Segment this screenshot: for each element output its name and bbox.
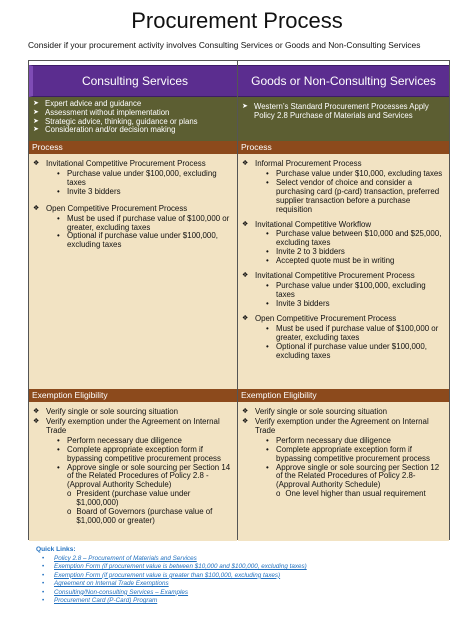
list-item xyxy=(42,555,456,562)
list-item: ➤ Strategic advice, thinking, guidance or plans xyxy=(33,116,198,126)
bullet-icon: • xyxy=(42,580,45,588)
list-item: ❖ Open Competitive Procurement Process xyxy=(33,203,188,213)
diamond-bullet-icon: ❖ xyxy=(242,314,249,322)
diamond-bullet-icon: ❖ xyxy=(242,272,249,280)
goods-services-header: Goods or Non-Consulting Services xyxy=(238,65,449,97)
quick-links-heading: Quick Links: xyxy=(36,546,76,553)
bullet-icon: • xyxy=(266,298,269,308)
bullet-icon: • xyxy=(266,281,269,291)
quick-links xyxy=(36,546,456,605)
consulting-process-pane: ❖ Invitational Competitive Procurement Process • Purchase value under $100,000, excluding taxes • Invite 3 bidders ❖ Open Competitive Procurement Process • Must be used if purchase value of $100,000 or greater, excluding taxes • Optional if purchase value under $100,000, excluding taxes xyxy=(29,154,237,389)
internal-trade-exemptions-link[interactable]: Agreement on Internal Trade Exemptions xyxy=(54,580,169,588)
arrow-bullet-icon: ➤ xyxy=(33,108,39,116)
diamond-bullet-icon: ❖ xyxy=(33,408,40,415)
exemption-header: Exemption Eligibility xyxy=(238,389,449,402)
bullet-icon: • xyxy=(266,462,269,472)
process-header: Process xyxy=(238,141,449,154)
bullet-icon: • xyxy=(42,571,45,579)
page-subtitle: Consider if your procurement activity involves Consulting Services or Goods and Non-Consulting Services xyxy=(28,40,421,50)
list-item: ➤ Western’s Standard Procurement Processes Apply Policy 2.8 Purchase of Materials and Services xyxy=(242,102,429,120)
page-title: Procurement Process xyxy=(131,8,343,33)
list-item: ❖ Invitational Competitive Procurement Process xyxy=(242,271,415,281)
bullet-icon: • xyxy=(266,323,269,333)
list-item: ❖ Invitational Competitive Workflow xyxy=(242,219,372,229)
exemption-form-over-100k-link[interactable]: Exemption Form (if procurement value is greater than $100,000, excluding taxes) xyxy=(54,571,281,579)
list-item xyxy=(42,580,456,587)
list-item xyxy=(42,597,456,604)
consulting-description-band xyxy=(29,97,237,141)
goods-process-pane: ❖ Informal Procurement Process • Purchase value under $10,000, excluding taxes • Select vendor of choice and consider a purchasing card (p-card) transaction, preferred supplier transaction before a purchase requisition ❖ Invitational Competitive Workflow • Purchase value between $10,000 and $25,000, excluding taxes • Invite 2 to 3 bidders • Accepted quote must be in writing ❖ Invitational Competitive Procurement Process • Purchase value under $100,000, excluding taxes • Invite 3 bidders ❖ Open Competitive Procurement Process • Must be used if purchase value of $100,000 or greater, excluding taxes • Optional if purchase value under $100,000, excluding taxes xyxy=(238,154,449,389)
diamond-bullet-icon: ❖ xyxy=(33,417,40,425)
bullet-icon: • xyxy=(57,231,60,241)
bullet-icon: • xyxy=(266,444,269,454)
consulting-exemption-pane: ❖ Verify single or sole sourcing situation ❖ Verify exemption under the Agreement on Internal Trade • Perform necessary due diligence • Complete appropriate exception form if bypassing competitive procurement process • Approve single or sole sourcing per Section 14 of the Related Procedures of Policy 2.8 - (Approval Authority Schedule) o President (purchase value under $1,000,000) o Board of Governors (purchase value of $1,000,000 or greater) xyxy=(29,402,237,541)
bullet-icon: • xyxy=(266,168,269,178)
list-item: ❖ Informal Procurement Process xyxy=(242,159,362,168)
circle-bullet-icon: o xyxy=(67,507,72,517)
arrow-bullet-icon: ➤ xyxy=(33,100,39,107)
arrow-bullet-icon: ➤ xyxy=(242,103,248,110)
bullet-icon: • xyxy=(266,256,269,266)
diamond-bullet-icon: ❖ xyxy=(33,160,40,167)
bullet-icon: • xyxy=(266,341,269,351)
policy-2-8-link[interactable]: Policy 2.8 – Procurement of Materials and Services xyxy=(54,555,197,562)
p-card-program-link[interactable]: Procurement Card (P-Card) Program xyxy=(54,596,158,604)
bullet-icon: • xyxy=(57,444,60,454)
consulting-column xyxy=(29,61,238,539)
bullet-icon: • xyxy=(266,247,269,257)
bullet-icon: • xyxy=(42,563,45,571)
list-item: ➤ Assessment without implementation xyxy=(33,107,170,117)
list-item: ➤ Consideration and/or decision making xyxy=(33,125,176,135)
circle-bullet-icon: o xyxy=(276,489,281,499)
procurement-table xyxy=(28,60,450,540)
diamond-bullet-icon: ❖ xyxy=(242,408,249,415)
list-item: ❖ Invitational Competitive Procurement Process xyxy=(33,159,206,168)
diamond-bullet-icon: ❖ xyxy=(242,417,249,425)
exemption-form-10k-100k-link[interactable]: Exemption Form (if procurement value is between $10,000 and $100,000, excluding taxes) xyxy=(54,563,307,571)
bullet-icon: • xyxy=(57,435,60,445)
list-item: ❖ Verify exemption under the Agreement on Internal Trade xyxy=(242,416,429,435)
process-header: Process xyxy=(29,141,237,154)
list-item: ❖ Open Competitive Procurement Process xyxy=(242,313,397,323)
circle-bullet-icon: o xyxy=(67,489,72,499)
bullet-icon: • xyxy=(57,168,60,178)
list-item xyxy=(42,572,456,579)
bullet-icon: • xyxy=(57,213,60,223)
goods-column xyxy=(238,61,449,539)
bullet-icon: • xyxy=(266,229,269,239)
arrow-bullet-icon: ➤ xyxy=(33,126,39,134)
list-item: ❖ Verify single or sole sourcing situation xyxy=(33,407,179,416)
diamond-bullet-icon: ❖ xyxy=(242,160,249,167)
exemption-header: Exemption Eligibility xyxy=(29,389,237,402)
bullet-icon: • xyxy=(266,435,269,445)
goods-description-band xyxy=(238,97,449,141)
arrow-bullet-icon: ➤ xyxy=(33,117,39,125)
bullet-icon: • xyxy=(57,462,60,472)
list-item: ❖ Verify exemption under the Agreement on Internal Trade xyxy=(33,416,220,435)
list-item: ➤ Expert advice and guidance xyxy=(33,99,142,108)
list-item: ❖ Verify single or sole sourcing situation xyxy=(242,407,388,416)
list-item xyxy=(42,589,456,596)
diamond-bullet-icon: ❖ xyxy=(242,220,249,228)
list-item xyxy=(42,563,456,570)
bullet-icon: • xyxy=(42,596,45,604)
bullet-icon: • xyxy=(266,177,269,187)
goods-exemption-pane: ❖ Verify single or sole sourcing situation ❖ Verify exemption under the Agreement on Internal Trade • Perform necessary due diligence • Complete appropriate exception form if bypassing competitive procurement process • Approve single or sole sourcing per Section 12 of the Related Procedures of Policy 2.8- (Approval Authority Schedule) o One level higher than usual requirement xyxy=(238,402,449,541)
bullet-icon: • xyxy=(42,588,45,596)
bullet-icon: • xyxy=(57,186,60,196)
consulting-services-header: Consulting Services xyxy=(29,65,237,97)
diamond-bullet-icon: ❖ xyxy=(33,204,40,212)
bullet-icon: • xyxy=(42,555,45,562)
consulting-examples-link[interactable]: Consulting/Non-consulting Services – Examples xyxy=(54,588,189,596)
